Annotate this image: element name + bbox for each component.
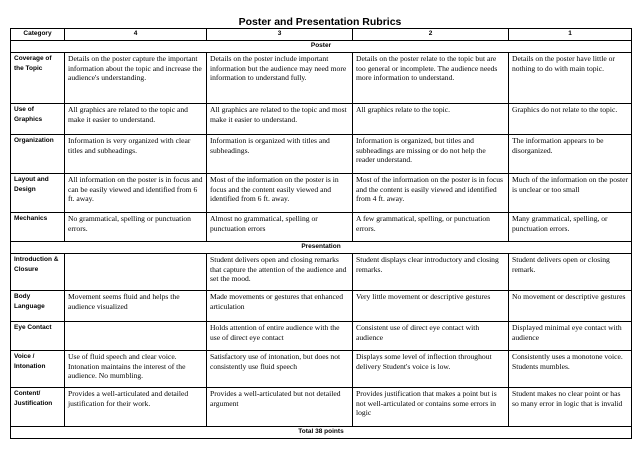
row-cell-score-3: Holds attention of entire audience with the use of direct eye contact	[207, 322, 353, 351]
row-category: Mechanics	[11, 213, 65, 242]
table-row	[11, 388, 632, 427]
row-cell-score-3: All graphics are related to the topic and most make it easier to understand.	[207, 104, 353, 135]
row-cell-score-4	[65, 322, 207, 351]
row-cell-score-3: Information is organized with titles and subheadings.	[207, 135, 353, 174]
row-cell-score-2: Very little movement or descriptive gestures	[353, 291, 509, 322]
row-cell-score-1: Graphics do not relate to the topic.	[509, 104, 632, 135]
row-cell-score-1: Student delivers open or closing remark.	[509, 254, 632, 291]
row-cell-score-1: Student makes no clear point or has so many error in logic that is invalid	[509, 388, 632, 427]
row-category: Coverage of the Topic	[11, 53, 65, 104]
row-category: Use of Graphics	[11, 104, 65, 135]
row-cell-score-3: Satisfactory use of intonation, but does not consistently use fluid speech	[207, 351, 353, 388]
row-cell-score-2: Most of the information on the poster is in focus and the content is easily viewed and identified from 4 ft. away.	[353, 174, 509, 213]
table-row	[11, 213, 632, 242]
row-cell-score-4: Details on the poster capture the important information about the topic and increase the audience's understanding.	[65, 53, 207, 104]
row-cell-score-1: Details on the poster have little or nothing to do with main topic.	[509, 53, 632, 104]
row-cell-score-3: Provides a well-articulated but not detailed argument	[207, 388, 353, 427]
table-row	[11, 322, 632, 351]
section-title-poster: Poster	[11, 41, 632, 53]
total-row	[11, 427, 632, 439]
row-cell-score-2: All graphics relate to the topic.	[353, 104, 509, 135]
table-row	[11, 291, 632, 322]
row-cell-score-4: All information on the poster is in focus and can be easily viewed and identified from 6 ft. away.	[65, 174, 207, 213]
row-category: Body Language	[11, 291, 65, 322]
header-row	[11, 29, 632, 41]
row-cell-score-2: Information is organized, but titles and subheadings are missing or do not help the reader understand.	[353, 135, 509, 174]
row-cell-score-4	[65, 254, 207, 291]
section-row-presentation	[11, 242, 632, 254]
row-category: Voice / Intonation	[11, 351, 65, 388]
row-cell-score-1: Consistently uses a monotone voice. Students mumbles.	[509, 351, 632, 388]
row-cell-score-4: All graphics are related to the topic and make it easier to understand.	[65, 104, 207, 135]
table-row	[11, 351, 632, 388]
row-cell-score-4: No grammatical, spelling or punctuation errors.	[65, 213, 207, 242]
row-cell-score-4: Information is very organized with clear titles and subheadings.	[65, 135, 207, 174]
row-cell-score-3: Details on the poster include important information but the audience may need more information to understand fully.	[207, 53, 353, 104]
section-title-presentation: Presentation	[11, 242, 632, 254]
table-row	[11, 104, 632, 135]
row-cell-score-2: Provides justification that makes a point but is not well-articulated or contains some errors in logic	[353, 388, 509, 427]
row-cell-score-2: Student displays clear introductory and closing remarks.	[353, 254, 509, 291]
row-cell-score-1: Many grammatical, spelling, or punctuation errors.	[509, 213, 632, 242]
page-title: Poster and Presentation Rubrics	[238, 16, 402, 28]
row-cell-score-4: Movement seems fluid and helps the audience visualized	[65, 291, 207, 322]
total-points: Total 38 points	[11, 427, 632, 439]
row-cell-score-3: Student delivers open and closing remarks that capture the attention of the audience and set the mood.	[207, 254, 353, 291]
rubric-table	[10, 28, 632, 439]
row-cell-score-2: A few grammatical, spelling, or punctuation errors.	[353, 213, 509, 242]
row-cell-score-1: Displayed minimal eye contact with audience	[509, 322, 632, 351]
header-score-4: 4	[65, 29, 207, 41]
row-category: Introduction & Closure	[11, 254, 65, 291]
row-cell-score-4: Use of fluid speech and clear voice. Intonation maintains the interest of the audience. No mumbling.	[65, 351, 207, 388]
header-score-3: 3	[207, 29, 353, 41]
header-category: Category	[11, 29, 65, 41]
header-score-2: 2	[353, 29, 509, 41]
row-category: Layout and Design	[11, 174, 65, 213]
row-cell-score-1: The information appears to be disorganized.	[509, 135, 632, 174]
row-cell-score-3: Almost no grammatical, spelling or punctuation errors	[207, 213, 353, 242]
row-category: Organization	[11, 135, 65, 174]
row-cell-score-3: Made movements or gestures that enhanced articulation	[207, 291, 353, 322]
row-category: Eye Contact	[11, 322, 65, 351]
table-row	[11, 53, 632, 104]
row-cell-score-2: Displays some level of inflection throughout delivery Student's voice is low.	[353, 351, 509, 388]
row-cell-score-4: Provides a well-articulated and detailed justification for their work.	[65, 388, 207, 427]
row-category: Content/ Justification	[11, 388, 65, 427]
row-cell-score-2: Consistent use of direct eye contact with audience	[353, 322, 509, 351]
section-row-poster	[11, 41, 632, 53]
row-cell-score-3: Most of the information on the poster is in focus and the content easily viewed and identified from 6 ft. away.	[207, 174, 353, 213]
table-row	[11, 135, 632, 174]
header-score-1: 1	[509, 29, 632, 41]
row-cell-score-2: Details on the poster relate to the topic but are too general or incomplete. The audience needs more information to understand.	[353, 53, 509, 104]
row-cell-score-1: No movement or descriptive gestures	[509, 291, 632, 322]
table-row	[11, 174, 632, 213]
table-row	[11, 254, 632, 291]
row-cell-score-1: Much of the information on the poster is unclear or too small	[509, 174, 632, 213]
